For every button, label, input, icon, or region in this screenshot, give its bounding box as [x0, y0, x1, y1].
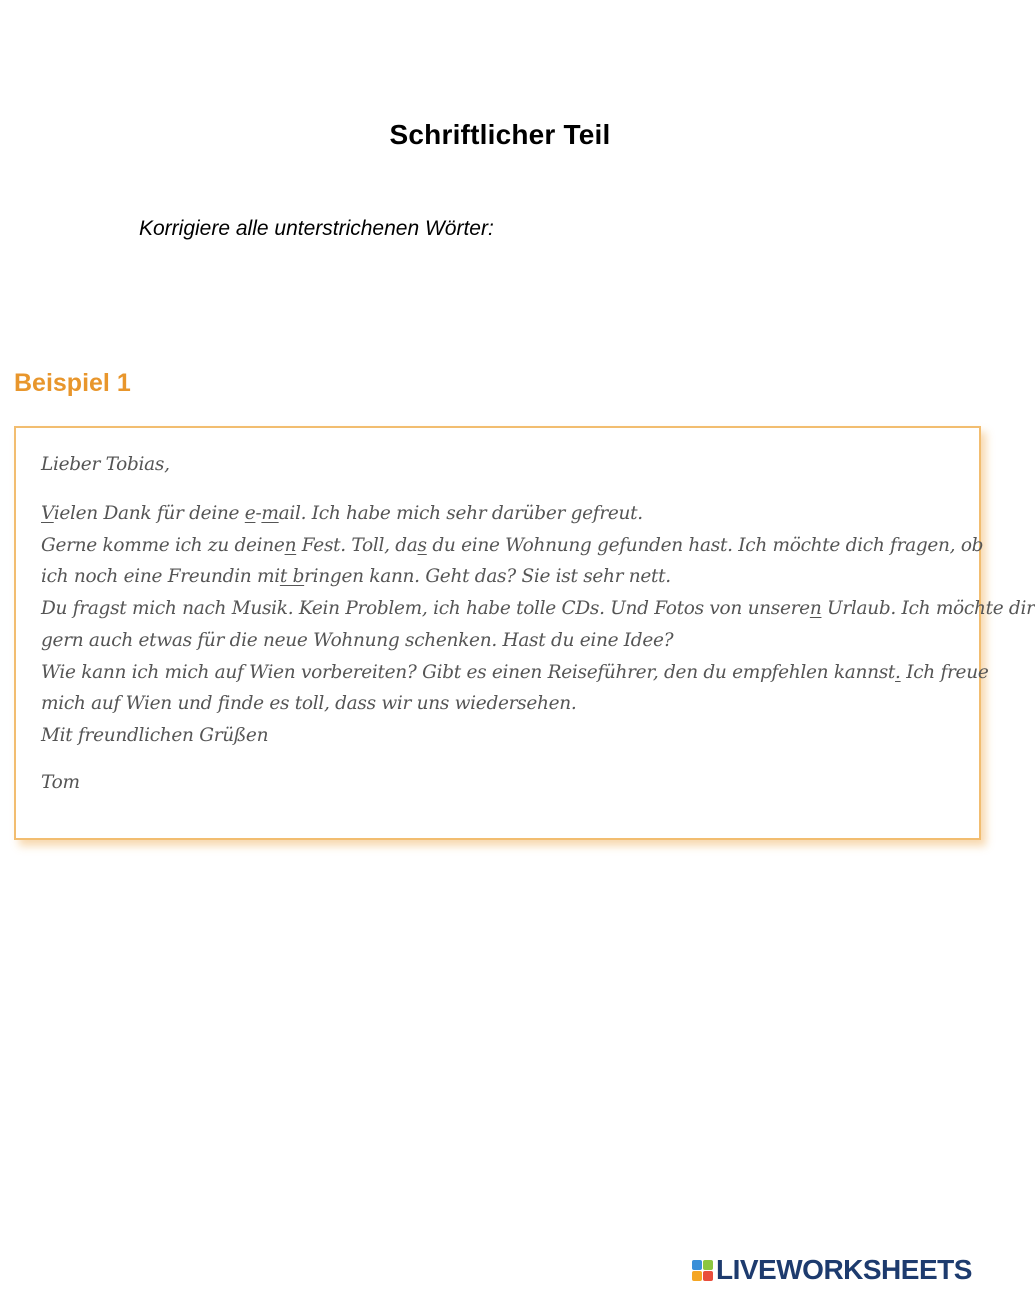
letter-line-5: gern auch etwas für die neue Wohnung schenken. Hast du eine Idee? [41, 630, 674, 651]
instruction-text: Korrigiere alle unterstrichenen Wörter: [139, 217, 494, 240]
underlined-word: V [41, 503, 54, 524]
letter-line-7: mich auf Wien und finde es toll, dass wir uns wiedersehen. [41, 693, 577, 714]
letter-greeting: Lieber Tobias, [41, 454, 170, 475]
underlined-word: n [809, 598, 822, 619]
letter-line-1: Vielen Dank für deine e-mail. Ich habe mich sehr darüber gefreut. [41, 503, 643, 524]
underlined-word: e [244, 503, 256, 524]
liveworksheets-logo-icon [692, 1260, 713, 1281]
letter-line-3: ich noch eine Freundin mit bringen kann. Geht das? Sie ist sehr nett. [41, 566, 671, 587]
letter-line-4: Du fragst mich nach Musik. Kein Problem, ich habe tolle CDs. Und Fotos von unseren Urlaub. Ich möchte dir [41, 598, 1035, 619]
letter-line-6: Wie kann ich mich auf Wien vorbereiten? Gibt es einen Reiseführer, den du empfehlen kannst. Ich freue [41, 662, 989, 683]
underlined-word: n [284, 535, 297, 556]
letter-line-2: Gerne komme ich zu deinen Fest. Toll, das du eine Wohnung gefunden hast. Ich möchte dich fragen, ob [41, 535, 984, 556]
underlined-word: t b [279, 566, 305, 587]
liveworksheets-logo [692, 1255, 972, 1285]
letter-signature: Tom [41, 772, 80, 793]
underlined-word: . [895, 662, 901, 683]
logo-text: LIVEWORKSHEETS [716, 1254, 972, 1285]
page-title: Schriftlicher Teil [389, 119, 611, 150]
example-heading: Beispiel 1 [14, 369, 131, 397]
letter-closing: Mit freundlichen Grüßen [41, 725, 269, 746]
letter-box [14, 426, 1035, 840]
underlined-word: m [261, 503, 279, 524]
underlined-word: s [417, 535, 427, 556]
